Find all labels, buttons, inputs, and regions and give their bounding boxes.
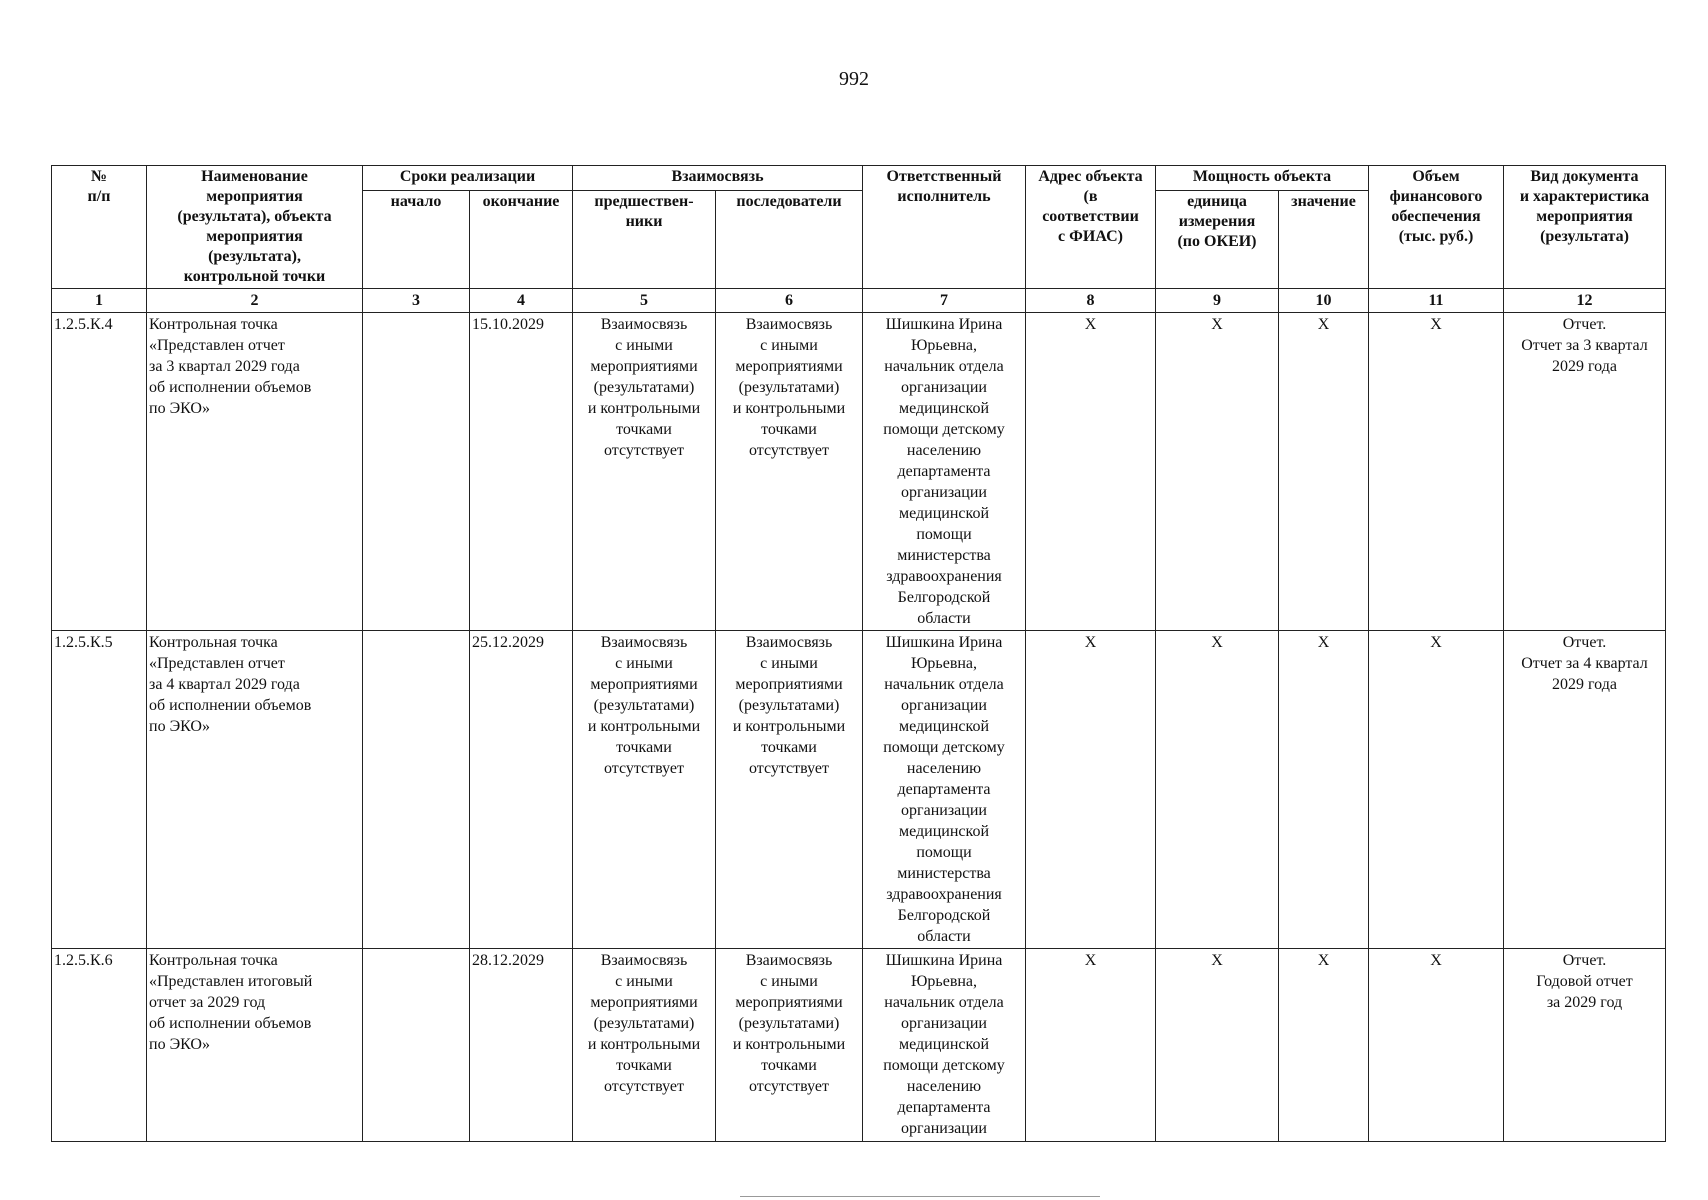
column-number: 5 (573, 289, 716, 313)
header-predecessors: предшествен- ники (573, 191, 716, 289)
cell-finance: X (1369, 313, 1504, 631)
cell-end: 28.12.2029 (470, 949, 573, 1142)
header-end: окончание (470, 191, 573, 289)
column-number: 3 (363, 289, 470, 313)
plan-table (51, 165, 1666, 1142)
cell-doc-type: Отчет. Отчет за 3 квартал 2029 года (1504, 313, 1666, 631)
cell-name: Контрольная точка «Представлен итоговый отчет за 2029 год об исполнении объемов по ЭКО» (147, 949, 363, 1142)
cell-finance: X (1369, 949, 1504, 1142)
cell-successors: Взаимосвязь с иными мероприятиями (результатами) и контрольными точками отсутствует (716, 631, 863, 949)
page-number: 992 (839, 68, 869, 90)
column-number: 1 (52, 289, 147, 313)
column-number-row (52, 289, 1666, 313)
table-row (52, 949, 1666, 1142)
cell-unit: X (1156, 313, 1279, 631)
header-terms: Сроки реализации (363, 166, 573, 191)
cell-address: X (1026, 949, 1156, 1142)
table-row (52, 313, 1666, 631)
header-unit: единица измерения (по ОКЕИ) (1156, 191, 1279, 289)
cell-value: X (1279, 631, 1369, 949)
cell-start (363, 631, 470, 949)
cell-responsible: Шишкина Ирина Юрьевна, начальник отдела организации медицинской помощи детскому населению департамента организации медицинской помощи министерства здравоохранения Белгородской области (863, 631, 1026, 949)
header-responsible: Ответственный исполнитель (863, 166, 1026, 289)
cell-unit: X (1156, 631, 1279, 949)
cell-address: X (1026, 313, 1156, 631)
cell-successors: Взаимосвязь с иными мероприятиями (результатами) и контрольными точками отсутствует (716, 313, 863, 631)
cell-end: 25.12.2029 (470, 631, 573, 949)
column-number: 11 (1369, 289, 1504, 313)
cell-value: X (1279, 313, 1369, 631)
cell-start (363, 949, 470, 1142)
header-address: Адрес объекта (в соответствии с ФИАС) (1026, 166, 1156, 289)
header-name: Наименование мероприятия (результата), объекта мероприятия (результата), контрольной точки (147, 166, 363, 289)
header-start: начало (363, 191, 470, 289)
column-number: 2 (147, 289, 363, 313)
cell-doc-type: Отчет. Годовой отчет за 2029 год (1504, 949, 1666, 1142)
scan-artifact-line (740, 1196, 1100, 1197)
column-number: 8 (1026, 289, 1156, 313)
column-number: 4 (470, 289, 573, 313)
header-row-1 (52, 166, 1666, 191)
header-finance: Объем финансового обеспечения (тыс. руб.) (1369, 166, 1504, 289)
header-num: № п/п (52, 166, 147, 289)
header-link: Взаимосвязь (573, 166, 863, 191)
cell-name: Контрольная точка «Представлен отчет за 4 квартал 2029 года об исполнении объемов по ЭКО» (147, 631, 363, 949)
cell-doc-type: Отчет. Отчет за 4 квартал 2029 года (1504, 631, 1666, 949)
column-number: 6 (716, 289, 863, 313)
cell-predecessors: Взаимосвязь с иными мероприятиями (результатами) и контрольными точками отсутствует (573, 631, 716, 949)
header-successors: последователи (716, 191, 863, 289)
column-number: 7 (863, 289, 1026, 313)
cell-value: X (1279, 949, 1369, 1142)
column-number: 10 (1279, 289, 1369, 313)
cell-predecessors: Взаимосвязь с иными мероприятиями (результатами) и контрольными точками отсутствует (573, 949, 716, 1142)
cell-responsible: Шишкина Ирина Юрьевна, начальник отдела организации медицинской помощи детскому населению департамента организации (863, 949, 1026, 1142)
cell-num: 1.2.5.К.6 (52, 949, 147, 1142)
header-value: значение (1279, 191, 1369, 289)
column-number: 12 (1504, 289, 1666, 313)
header-capacity: Мощность объекта (1156, 166, 1369, 191)
cell-address: X (1026, 631, 1156, 949)
cell-responsible: Шишкина Ирина Юрьевна, начальник отдела организации медицинской помощи детскому населению департамента организации медицинской помощи министерства здравоохранения Белгородской области (863, 313, 1026, 631)
cell-successors: Взаимосвязь с иными мероприятиями (результатами) и контрольными точками отсутствует (716, 949, 863, 1142)
cell-num: 1.2.5.К.5 (52, 631, 147, 949)
cell-start (363, 313, 470, 631)
cell-finance: X (1369, 631, 1504, 949)
cell-predecessors: Взаимосвязь с иными мероприятиями (результатами) и контрольными точками отсутствует (573, 313, 716, 631)
cell-num: 1.2.5.К.4 (52, 313, 147, 631)
cell-name: Контрольная точка «Представлен отчет за 3 квартал 2029 года об исполнении объемов по ЭКО» (147, 313, 363, 631)
column-number: 9 (1156, 289, 1279, 313)
cell-end: 15.10.2029 (470, 313, 573, 631)
table-row (52, 631, 1666, 949)
cell-unit: X (1156, 949, 1279, 1142)
header-doc-type: Вид документа и характеристика мероприятия (результата) (1504, 166, 1666, 289)
